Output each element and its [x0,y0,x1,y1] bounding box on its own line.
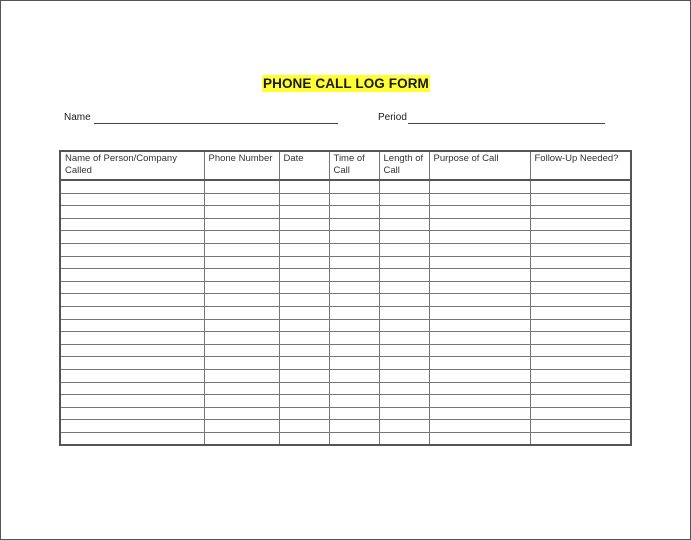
table-cell[interactable] [204,357,279,370]
table-cell[interactable] [279,395,329,408]
table-cell[interactable] [279,294,329,307]
table-cell[interactable] [279,344,329,357]
table-cell[interactable] [530,231,631,244]
table-cell[interactable] [204,420,279,433]
table-row [60,319,631,332]
table-cell[interactable] [279,432,329,445]
table-cell[interactable] [204,306,279,319]
table-cell[interactable] [530,344,631,357]
table-cell[interactable] [60,306,204,319]
table-cell[interactable] [204,256,279,269]
table-cell[interactable] [60,332,204,345]
table-row [60,382,631,395]
table-row [60,269,631,282]
table-cell[interactable] [379,281,429,294]
table-cell[interactable] [60,420,204,433]
table-cell[interactable] [530,432,631,445]
col-header-follow-up: Follow-Up Needed? [530,151,631,180]
table-cell[interactable] [279,218,329,231]
table-cell[interactable] [379,193,429,206]
table-cell[interactable] [204,332,279,345]
table-row [60,231,631,244]
table-cell[interactable] [379,269,429,282]
table-row [60,407,631,420]
table-cell[interactable] [379,369,429,382]
table-cell[interactable] [279,206,329,219]
table-row [60,281,631,294]
table-cell[interactable] [60,344,204,357]
table-cell[interactable] [429,206,530,219]
table-cell[interactable] [530,294,631,307]
table-cell[interactable] [279,193,329,206]
form-title: PHONE CALL LOG FORM [263,76,429,91]
table-cell[interactable] [429,357,530,370]
table-cell[interactable] [60,218,204,231]
table-cell[interactable] [279,420,329,433]
table-cell[interactable] [329,344,379,357]
period-field [378,111,605,124]
table-cell[interactable] [429,256,530,269]
table-cell[interactable] [429,420,530,433]
table-cell[interactable] [530,281,631,294]
name-field [64,111,338,124]
table-cell[interactable] [429,344,530,357]
table-cell[interactable] [329,256,379,269]
table-row [60,306,631,319]
table-cell[interactable] [204,206,279,219]
table-cell[interactable] [329,269,379,282]
table-cell[interactable] [429,294,530,307]
table-cell[interactable] [530,180,631,193]
table-cell[interactable] [204,319,279,332]
table-cell[interactable] [329,231,379,244]
col-header-name: Name of Person/Company Called [60,151,204,180]
table-cell[interactable] [279,269,329,282]
table-body [60,180,631,445]
table-cell[interactable] [279,281,329,294]
col-header-phone: Phone Number [204,151,279,180]
table-cell[interactable] [60,269,204,282]
name-input-line[interactable] [94,111,338,124]
col-header-date: Date [279,151,329,180]
table-cell[interactable] [60,319,204,332]
table-cell[interactable] [204,231,279,244]
table-row [60,193,631,206]
table-cell[interactable] [530,256,631,269]
table-row [60,395,631,408]
table-cell[interactable] [429,407,530,420]
table-cell[interactable] [530,382,631,395]
table-cell[interactable] [279,369,329,382]
table-cell[interactable] [60,294,204,307]
table-cell[interactable] [429,319,530,332]
table-cell[interactable] [329,395,379,408]
table-cell[interactable] [204,407,279,420]
table-cell[interactable] [379,357,429,370]
col-header-time: Time of Call [329,151,379,180]
table-cell[interactable] [429,231,530,244]
table-cell[interactable] [530,332,631,345]
table-cell[interactable] [279,256,329,269]
table-row [60,432,631,445]
table-cell[interactable] [379,180,429,193]
table-cell[interactable] [60,382,204,395]
table-cell[interactable] [60,407,204,420]
table-cell[interactable] [329,306,379,319]
table-cell[interactable] [279,180,329,193]
table-cell[interactable] [279,231,329,244]
table-cell[interactable] [329,432,379,445]
table-row [60,369,631,382]
table-cell[interactable] [60,256,204,269]
table-cell[interactable] [204,243,279,256]
table-cell[interactable] [329,294,379,307]
table-cell[interactable] [429,193,530,206]
table-cell[interactable] [530,319,631,332]
table-cell[interactable] [279,243,329,256]
table-cell[interactable] [329,357,379,370]
col-header-purpose: Purpose of Call [429,151,530,180]
table-cell[interactable] [329,407,379,420]
table-cell[interactable] [429,395,530,408]
table-cell[interactable] [329,206,379,219]
table-cell[interactable] [204,269,279,282]
table-cell[interactable] [204,369,279,382]
table-cell[interactable] [60,357,204,370]
table-cell[interactable] [60,231,204,244]
table-cell[interactable] [530,420,631,433]
table-cell[interactable] [530,206,631,219]
table-cell[interactable] [530,407,631,420]
table-cell[interactable] [429,306,530,319]
col-header-length: Length of Call [379,151,429,180]
table-row [60,180,631,193]
table-cell[interactable] [279,319,329,332]
table-cell[interactable] [60,243,204,256]
table-cell[interactable] [379,395,429,408]
table-row [60,294,631,307]
table-cell[interactable] [60,180,204,193]
table-cell[interactable] [329,382,379,395]
table-cell[interactable] [204,193,279,206]
table-cell[interactable] [204,382,279,395]
table-cell[interactable] [429,369,530,382]
table-cell[interactable] [530,395,631,408]
table-cell[interactable] [204,180,279,193]
table-cell[interactable] [429,281,530,294]
table-cell[interactable] [379,306,429,319]
table-row [60,420,631,433]
table-cell[interactable] [329,332,379,345]
table-cell[interactable] [279,332,329,345]
table-cell[interactable] [379,256,429,269]
table-cell[interactable] [279,407,329,420]
table-row [60,357,631,370]
table-cell[interactable] [329,369,379,382]
table-cell[interactable] [204,395,279,408]
table-cell[interactable] [379,206,429,219]
table-row [60,344,631,357]
table-cell[interactable] [530,357,631,370]
table-cell[interactable] [530,193,631,206]
table-cell[interactable] [429,382,530,395]
table-cell[interactable] [429,269,530,282]
period-input-line[interactable] [408,111,605,124]
table-cell[interactable] [429,180,530,193]
table-cell[interactable] [530,369,631,382]
header-row [60,151,631,180]
table-cell[interactable] [379,432,429,445]
table-cell[interactable] [60,369,204,382]
table-row [60,256,631,269]
table-cell[interactable] [329,420,379,433]
table-cell[interactable] [329,180,379,193]
table-cell[interactable] [379,319,429,332]
table-cell[interactable] [60,395,204,408]
table-row [60,243,631,256]
table-cell[interactable] [379,218,429,231]
table-cell[interactable] [204,344,279,357]
table-cell[interactable] [379,382,429,395]
table-cell[interactable] [429,332,530,345]
table-cell[interactable] [379,420,429,433]
table-cell[interactable] [60,432,204,445]
table-row [60,218,631,231]
table-cell[interactable] [530,306,631,319]
table-cell[interactable] [329,218,379,231]
table-cell[interactable] [429,432,530,445]
table-row [60,332,631,345]
table-cell[interactable] [379,294,429,307]
table-cell[interactable] [279,382,329,395]
name-label: Name [64,112,91,123]
table-cell[interactable] [379,332,429,345]
table-cell[interactable] [329,243,379,256]
table-cell[interactable] [60,193,204,206]
table-cell[interactable] [204,281,279,294]
table-cell[interactable] [379,344,429,357]
table-cell[interactable] [379,407,429,420]
table-cell[interactable] [429,218,530,231]
table-cell[interactable] [204,432,279,445]
table-row [60,206,631,219]
table-cell[interactable] [279,306,329,319]
table-cell[interactable] [329,281,379,294]
table-cell[interactable] [379,231,429,244]
table-cell[interactable] [60,206,204,219]
table-cell[interactable] [60,281,204,294]
table-cell[interactable] [429,243,530,256]
call-log-table [59,150,632,446]
table-cell[interactable] [379,243,429,256]
table-cell[interactable] [204,218,279,231]
period-label: Period [378,112,407,123]
table-cell[interactable] [329,193,379,206]
table-cell[interactable] [204,294,279,307]
table-cell[interactable] [279,357,329,370]
table-cell[interactable] [530,218,631,231]
table-cell[interactable] [329,319,379,332]
table-cell[interactable] [530,243,631,256]
table-cell[interactable] [530,269,631,282]
